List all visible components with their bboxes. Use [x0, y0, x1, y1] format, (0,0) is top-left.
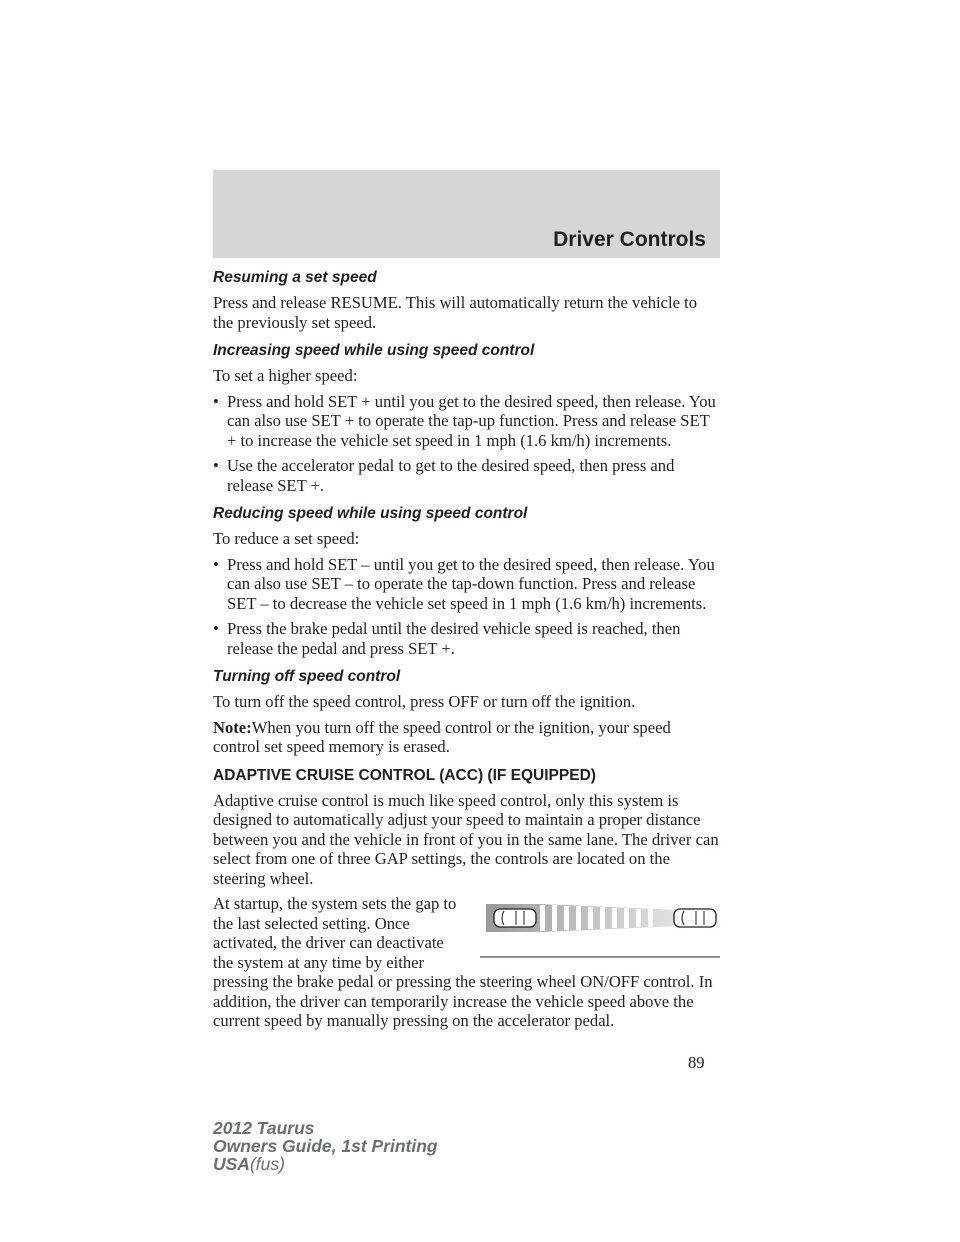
section-header-band	[213, 170, 720, 258]
list-item: • Use the accelerator pedal to get to the desired speed, then press and release SET +.	[213, 456, 675, 495]
increase-list	[213, 392, 720, 496]
footer-line-2: Owners Guide, 1st Printing	[213, 1136, 438, 1156]
acc-para-2: At startup, the system sets the gap to the last selected setting. Once activated, the driver can deactivate the system at any time by either pressing the brake pedal or pressing the steering wheel ON/OFF control. In addition, the driver can temporarily increase the vehicle speed above the current speed by manually pressing on the accelerator pedal.	[213, 894, 713, 1030]
increase-intro: To set a higher speed:	[213, 366, 358, 385]
footer-line-3: USA(fus)	[213, 1154, 285, 1174]
acc-gap-illustration-icon	[480, 896, 720, 966]
reduce-list	[213, 555, 720, 659]
page-content	[213, 268, 720, 1031]
bullet-icon: •	[213, 456, 219, 475]
footer-line-1: 2012 Taurus	[213, 1118, 315, 1138]
resume-body: Press and release RESUME. This will automatically return the vehicle to the previously set speed.	[213, 293, 698, 332]
heading-turn-off: Turning off speed control	[213, 668, 401, 685]
section-title: Driver Controls	[553, 228, 706, 251]
bullet-icon: •	[213, 391, 219, 411]
footer-imprint	[213, 1119, 438, 1173]
note-text: When you turn off the speed control or the ignition, your speed control set speed memory is erased.	[213, 717, 671, 756]
footer-region-code: (fus)	[249, 1154, 285, 1174]
reduce-intro: To reduce a set speed:	[213, 529, 360, 548]
list-item: • Press the brake pedal until the desired vehicle speed is reached, then release the pedal and press SET +.	[213, 619, 681, 658]
heading-resume: Resuming a set speed	[213, 269, 377, 286]
turn-off-body: To turn off the speed control, press OFF or turn off the ignition.	[213, 692, 636, 711]
note-paragraph	[213, 718, 720, 757]
heading-reduce: Reducing speed while using speed control	[213, 505, 528, 522]
heading-acc: ADAPTIVE CRUISE CONTROL (ACC) (IF EQUIPPED)	[213, 766, 596, 784]
acc-para-1: Adaptive cruise control is much like speed control, only this system is designed to automatically adjust your speed to maintain a proper distance between you and the vehicle in front of you in the same lane. The driver can select from one of three GAP settings, the controls are located on the steering wheel.	[213, 790, 719, 888]
list-item: • Press and hold SET – until you get to the desired speed, then release. You can also use SET – to operate the tap-down function. Press and release SET – to decrease the vehicle set speed in 1 mph (1.6 km/h) increments.	[213, 554, 715, 613]
bullet-icon: •	[213, 619, 219, 638]
page-number: 89	[688, 1053, 705, 1072]
heading-increase: Increasing speed while using speed control	[213, 342, 535, 359]
list-item: • Press and hold SET + until you get to the desired speed, then release. You can also use SET + to operate the tap-up function. Press and release SET + to increase the vehicle set speed in 1 mph (1.6 km/h) increments.	[213, 391, 716, 450]
note-label: Note:	[213, 717, 252, 737]
bullet-icon: •	[213, 554, 219, 574]
